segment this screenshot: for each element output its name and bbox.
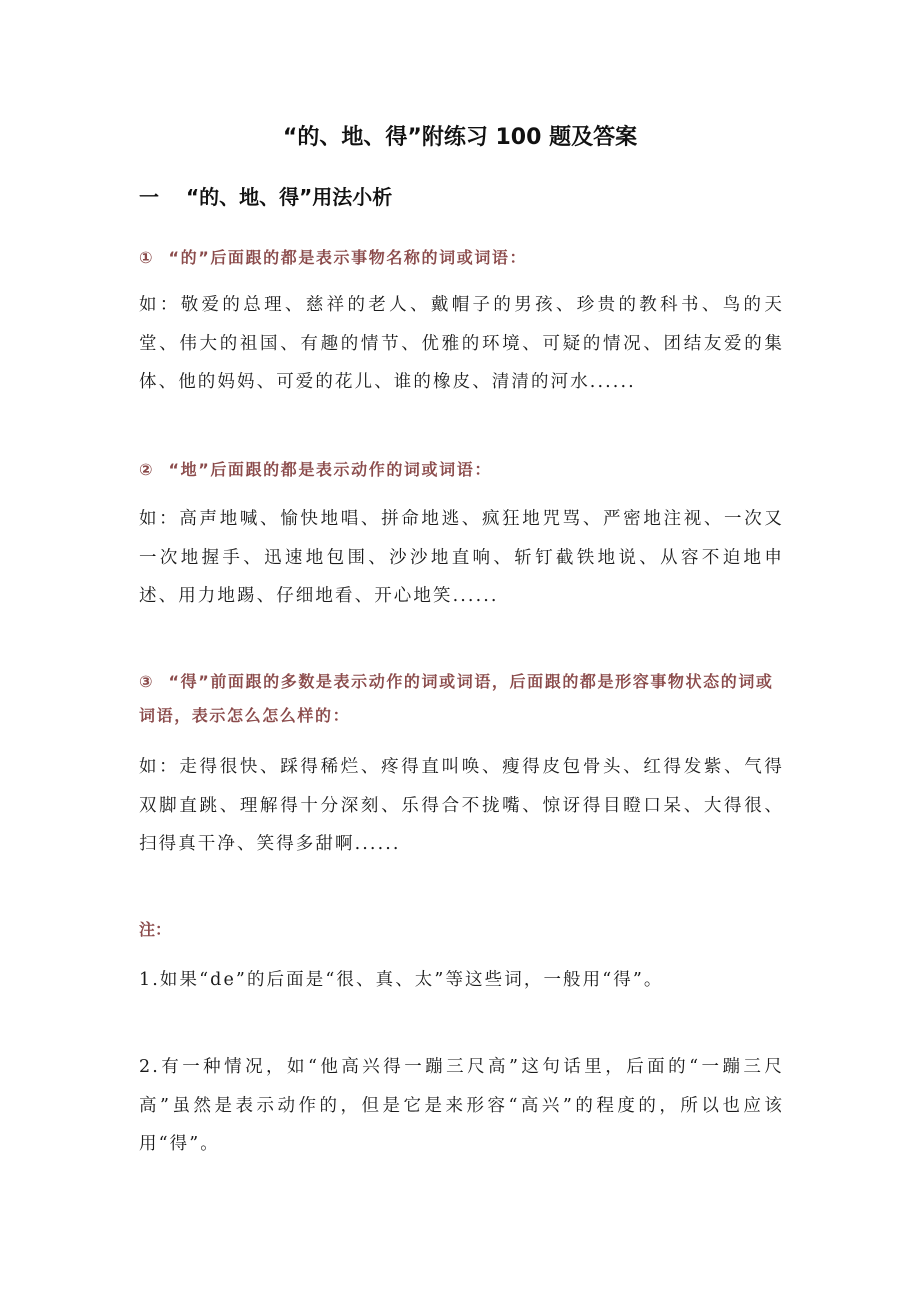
rule-heading-di: ② “地”后面跟的都是表示动作的词或词语： <box>139 460 492 479</box>
rule-heading-de: ① “的”后面跟的都是表示事物名称的词或词语： <box>139 248 528 267</box>
note-heading: 注： <box>139 920 172 939</box>
rule-heading-dei: ③ “得”前面跟的多数是表示动作的词或词语，后面跟的都是形容事物状态的词或词语，表示怎么怎么样的： <box>139 672 774 725</box>
section-heading: 一 “的、地、得”用法小析 <box>139 185 393 209</box>
note-item-2: 2.有一种情况，如“他高兴得一蹦三尺高”这句话里，后面的“一蹦三尺高”虽然是表示动作的，但是它是来形容“高兴”的程度的，所以也应该用“得”。 <box>139 1057 784 1154</box>
rule-examples-dei: 如：走得很快、踩得稀烂、疼得直叫唤、瘦得皮包骨头、红得发紫、气得双脚直跳、理解得十分深刻、乐得合不拢嘴、惊讶得目瞪口呆、大得很、扫得真干净、笑得多甜啊...... <box>139 757 784 854</box>
note-item-1: 1.如果“de”的后面是“很、真、太”等这些词，一般用“得”。 <box>139 970 664 990</box>
document-title: “的、地、得”附练习 100 题及答案 <box>282 125 638 150</box>
rule-examples-di: 如：高声地喊、愉快地唱、拼命地逃、疯狂地咒骂、严密地注视、一次又一次地握手、迅速地包围、沙沙地直响、斩钉截铁地说、从容不迫地申述、用力地踢、仔细地看、开心地笑...... <box>139 509 784 606</box>
rule-examples-de: 如：敬爱的总理、慈祥的老人、戴帽子的男孩、珍贵的教科书、鸟的天堂、伟大的祖国、有趣的情节、优雅的环境、可疑的情况、团结友爱的集体、他的妈妈、可爱的花儿、谁的橡皮、清清的河水...... <box>139 295 784 392</box>
